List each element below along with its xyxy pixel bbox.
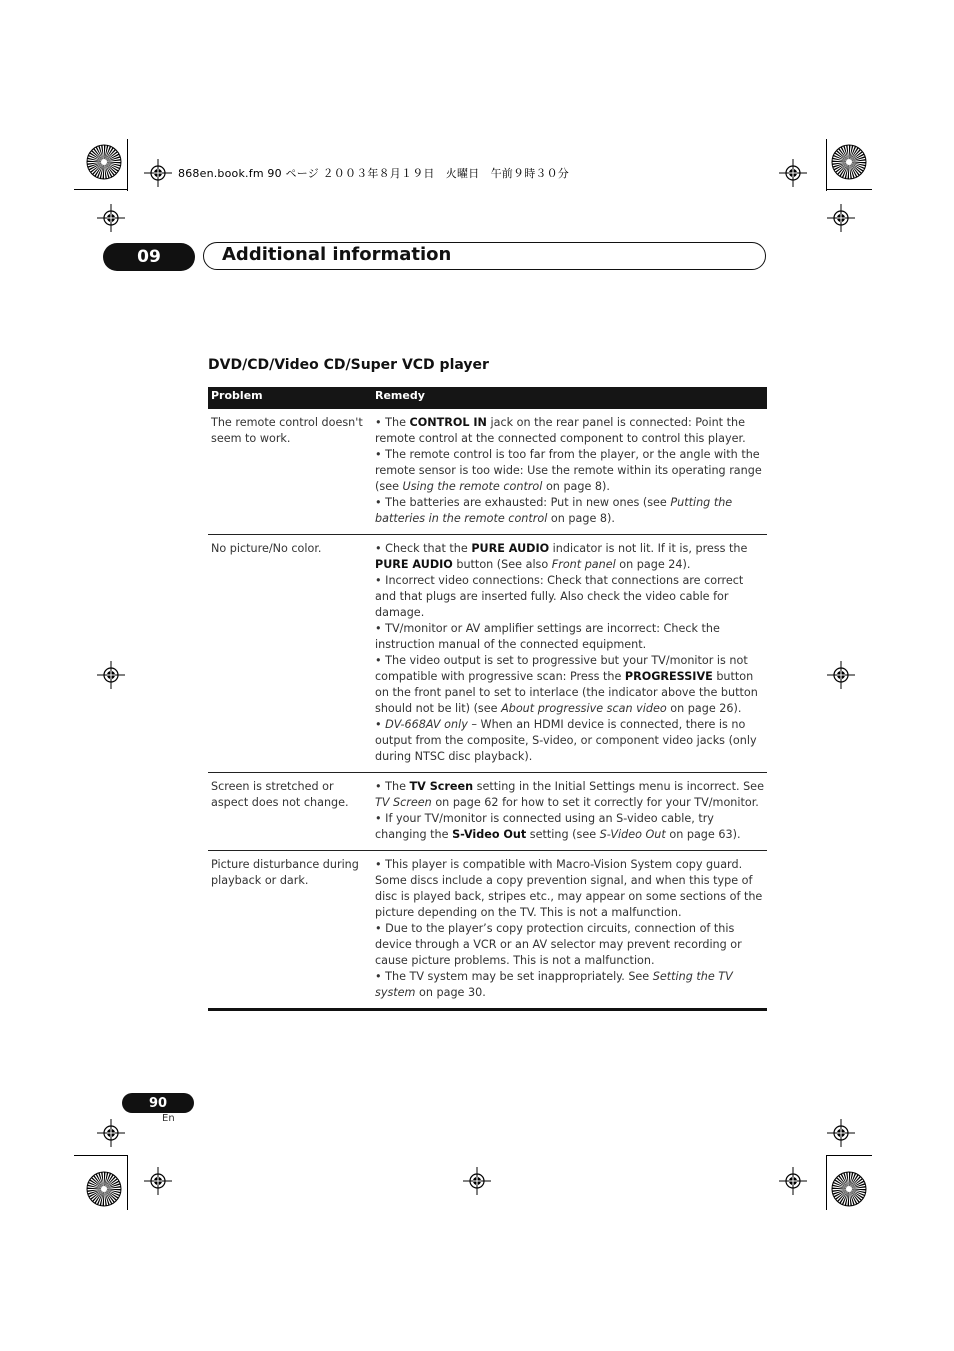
control-name: PROGRESSIVE <box>624 670 713 683</box>
remedy-item <box>375 447 764 495</box>
troubleshooting-table <box>208 387 767 1011</box>
control-name: PURE AUDIO <box>471 542 550 555</box>
registration-target-icon <box>827 1119 855 1147</box>
control-name: S-Video Out <box>452 828 527 841</box>
cross-reference: DV-668AV only <box>385 718 468 731</box>
remedy-text: • The remote control is too far from the player, or the angle with the remote sensor is too wide: Use the remote within its operating range (see <box>375 448 762 493</box>
remedy-text: • The batteries are exhausted: Put in new ones (see <box>375 496 671 509</box>
remedy-text: • The video output is set to progressive but your TV/monitor is not compatible with progressive scan: Press the <box>375 654 748 683</box>
remedy-item <box>375 415 764 447</box>
remedy-item <box>375 779 764 811</box>
remedy-item <box>375 811 764 843</box>
remedy-text: • This player is compatible with Macro-Vision System copy guard. Some discs include a copy prevention signal, and when this type of disc is played back, stripes etc., may appear on some sections of the picture depending on the TV. This is not a malfunction. <box>375 858 763 919</box>
remedy-item <box>375 653 764 717</box>
chapter-number-badge <box>103 243 195 271</box>
cross-reference: Putting the batteries in the remote control <box>375 496 733 525</box>
remedy-text: on page 63). <box>665 828 741 841</box>
remedy-text: indicator is not lit. If it is, press the <box>549 542 748 555</box>
page-language: En <box>162 1113 175 1124</box>
problem-cell: No picture/No color. <box>208 535 372 773</box>
registration-target-icon <box>97 661 125 689</box>
remedy-item <box>375 573 764 621</box>
remedy-item <box>375 621 764 653</box>
problem-cell: The remote control doesn't seem to work. <box>208 409 372 535</box>
remedy-text: on page 62 for how to set it correctly for your TV/monitor. <box>431 796 759 809</box>
table-row <box>208 409 767 535</box>
table-body <box>208 409 767 1010</box>
remedy-text: button (See also <box>452 558 552 571</box>
cross-reference: Using the remote control <box>402 480 543 493</box>
remedy-text: on page 8). <box>542 480 610 493</box>
registration-target-icon <box>827 661 855 689</box>
remedy-cell <box>372 409 767 535</box>
remedy-text: • TV/monitor or AV amplifier settings are incorrect: Check the instruction manual of the connected equipment. <box>375 622 720 651</box>
remedy-text: • The <box>375 416 410 429</box>
remedy-text: • Incorrect video connections: Check that connections are correct and that plugs are inserted fully. Also check the video cable for damage. <box>375 574 744 619</box>
control-name: PURE AUDIO <box>375 558 453 571</box>
cross-reference: Front panel <box>551 558 616 571</box>
chapter-number: 09 <box>137 247 161 267</box>
starburst-mark-icon <box>84 142 124 182</box>
remedy-item <box>375 857 764 921</box>
cross-reference: TV Screen <box>375 796 432 809</box>
remedy-text: setting (see <box>526 828 600 841</box>
registration-target-icon <box>779 159 807 187</box>
remedy-cell <box>372 535 767 773</box>
remedy-item <box>375 541 764 573</box>
registration-target-icon <box>463 1167 491 1195</box>
table-row <box>208 773 767 851</box>
registration-target-icon <box>779 1167 807 1195</box>
page-number: 90 <box>148 1095 168 1111</box>
registration-target-icon <box>97 204 125 232</box>
remedy-text: jack on the rear panel is connected: Point the remote control at the connected component to control this player. <box>375 416 746 445</box>
remedy-item <box>375 717 764 765</box>
control-name: TV Screen <box>409 780 474 793</box>
chapter-title: Additional information <box>222 244 452 265</box>
remedy-text: on page 30. <box>415 986 486 999</box>
remedy-cell <box>372 773 767 851</box>
page-number-badge <box>122 1093 194 1113</box>
registration-target-icon <box>144 1167 172 1195</box>
problem-cell: Picture disturbance during playback or dark. <box>208 851 372 1010</box>
starburst-mark-icon <box>829 142 869 182</box>
remedy-text: • Check that the <box>375 542 472 555</box>
remedy-cell <box>372 851 767 1010</box>
cross-reference: About progressive scan video <box>501 702 667 715</box>
remedy-text: • Due to the player’s copy protection circuits, connection of this device through a VCR or an AV selector may prevent recording or cause picture problems. This is not a malfunction. <box>375 922 742 967</box>
remedy-item <box>375 495 764 527</box>
registration-target-icon <box>97 1119 125 1147</box>
table-row <box>208 851 767 1010</box>
remedy-text: on page 24). <box>615 558 691 571</box>
registration-target-icon <box>827 204 855 232</box>
control-name: CONTROL IN <box>409 416 487 429</box>
remedy-text: setting in the Initial Settings menu is incorrect. See <box>473 780 764 793</box>
table-header-row <box>208 387 767 409</box>
remedy-text: • The <box>375 780 410 793</box>
remedy-item <box>375 921 764 969</box>
column-header-remedy: Remedy <box>372 387 767 409</box>
remedy-text: on page 26). <box>666 702 742 715</box>
remedy-text: • <box>375 718 386 731</box>
column-header-problem: Problem <box>208 387 372 409</box>
starburst-mark-icon <box>84 1169 124 1209</box>
remedy-text: • The TV system may be set inappropriately. See <box>375 970 653 983</box>
problem-cell: Screen is stretched or aspect does not change. <box>208 773 372 851</box>
file-header: 868en.book.fm 90 ページ ２００３年８月１９日 火曜日 午前９時３０分 <box>178 167 569 180</box>
remedy-text: • If your TV/monitor is connected using an S-video cable, try changing the <box>375 812 714 841</box>
starburst-mark-icon <box>829 1169 869 1209</box>
remedy-item <box>375 969 764 1001</box>
remedy-text: – When an HDMI device is connected, there is no output from the composite, S-video, or component video jacks (only during NTSC disc playback). <box>375 718 757 763</box>
cross-reference: S-Video Out <box>599 828 666 841</box>
remedy-text: on page 8). <box>547 512 615 525</box>
cross-reference: Setting the TV system <box>375 970 733 999</box>
registration-target-icon <box>144 159 172 187</box>
table-row <box>208 535 767 773</box>
section-heading: DVD/CD/Video CD/Super VCD player <box>208 357 489 373</box>
remedy-text: button on the front panel to set to interlace (the indicator above the button should not be lit) (see <box>375 670 758 715</box>
